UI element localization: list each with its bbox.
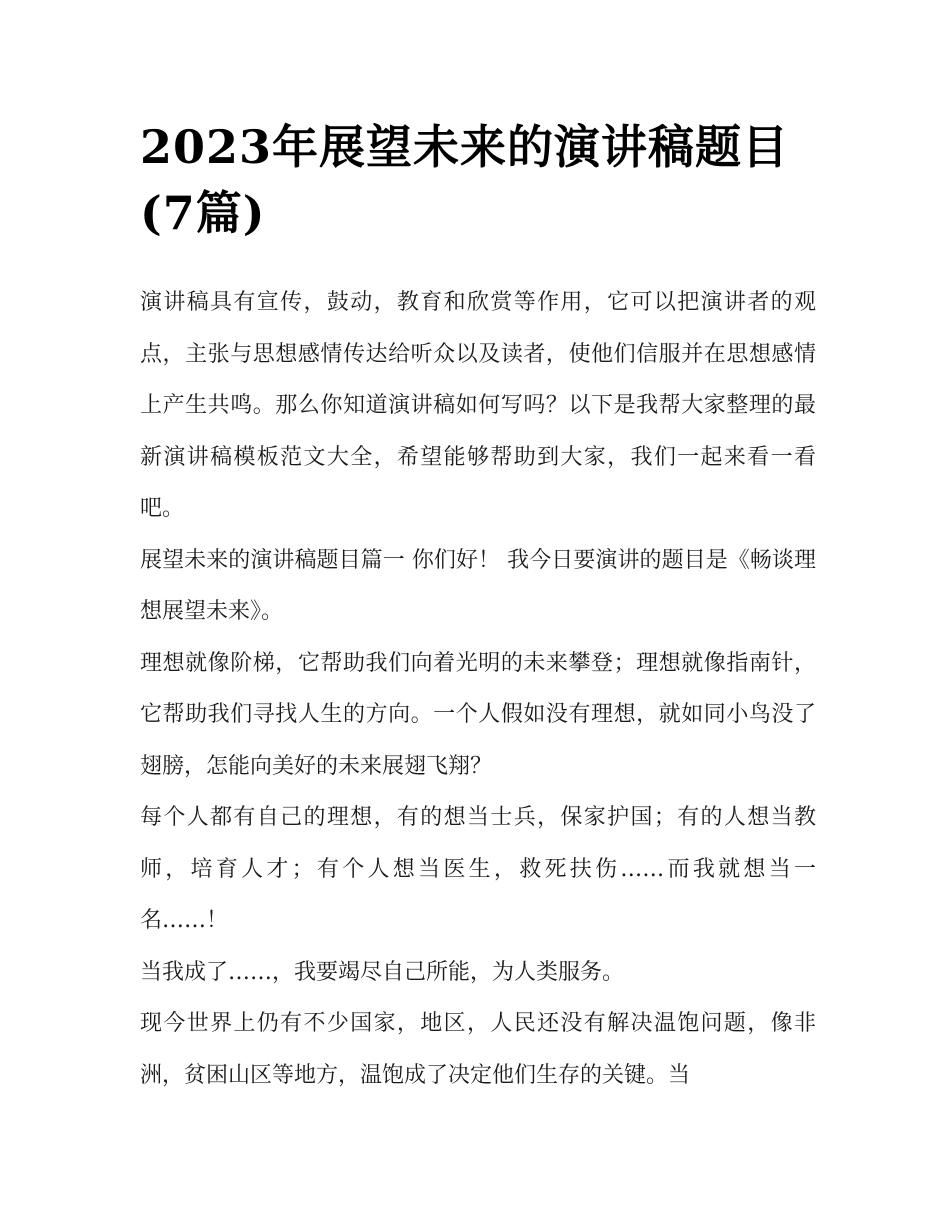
title-line-2: (7篇) [140, 186, 266, 240]
paragraph-speech-opening: 展望未来的演讲稿题目篇一 你们好！ 我今日要演讲的题目是《畅谈理想展望未来》。 [140, 547, 816, 624]
paragraph-ideal-metaphor: 理想就像阶梯，它帮助我们向着光明的未来攀登；理想就像指南针，它帮助我们寻找人生的方向。一个人假如没有理想，就如同小鸟没了翅膀，怎能向美好的未来展翅飞翔？ [140, 650, 816, 779]
paragraph-world-hunger: 现今世界上仍有不少国家，地区，人民还没有解决温饱问题，像非洲，贫困山区等地方，温饱成了决定他们生存的关键。当 [140, 1011, 816, 1088]
paragraph-intro: 演讲稿具有宣传，鼓动，教育和欣赏等作用，它可以把演讲者的观点，主张与思想感情传达给听众以及读者，使他们信服并在思想感情上产生共鸣。那么你知道演讲稿如何写吗？以下是我帮大家整理的最新演讲稿模板范文大全，希望能够帮助到大家，我们一起来看一看吧。 [140, 290, 816, 521]
document-body [140, 277, 816, 1101]
document-title [140, 114, 820, 246]
title-line-1: 2023年展望未来的演讲稿题目 [140, 120, 790, 174]
paragraph-serve-humanity: 当我成了……，我要竭尽自己所能，为人类服务。 [140, 959, 625, 985]
paragraph-everyone-ideal: 每个人都有自己的理想，有的想当士兵，保家护国；有的人想当教师，培育人才；有个人想当医生，救死扶伤……而我就想当一名……！ [140, 805, 816, 933]
